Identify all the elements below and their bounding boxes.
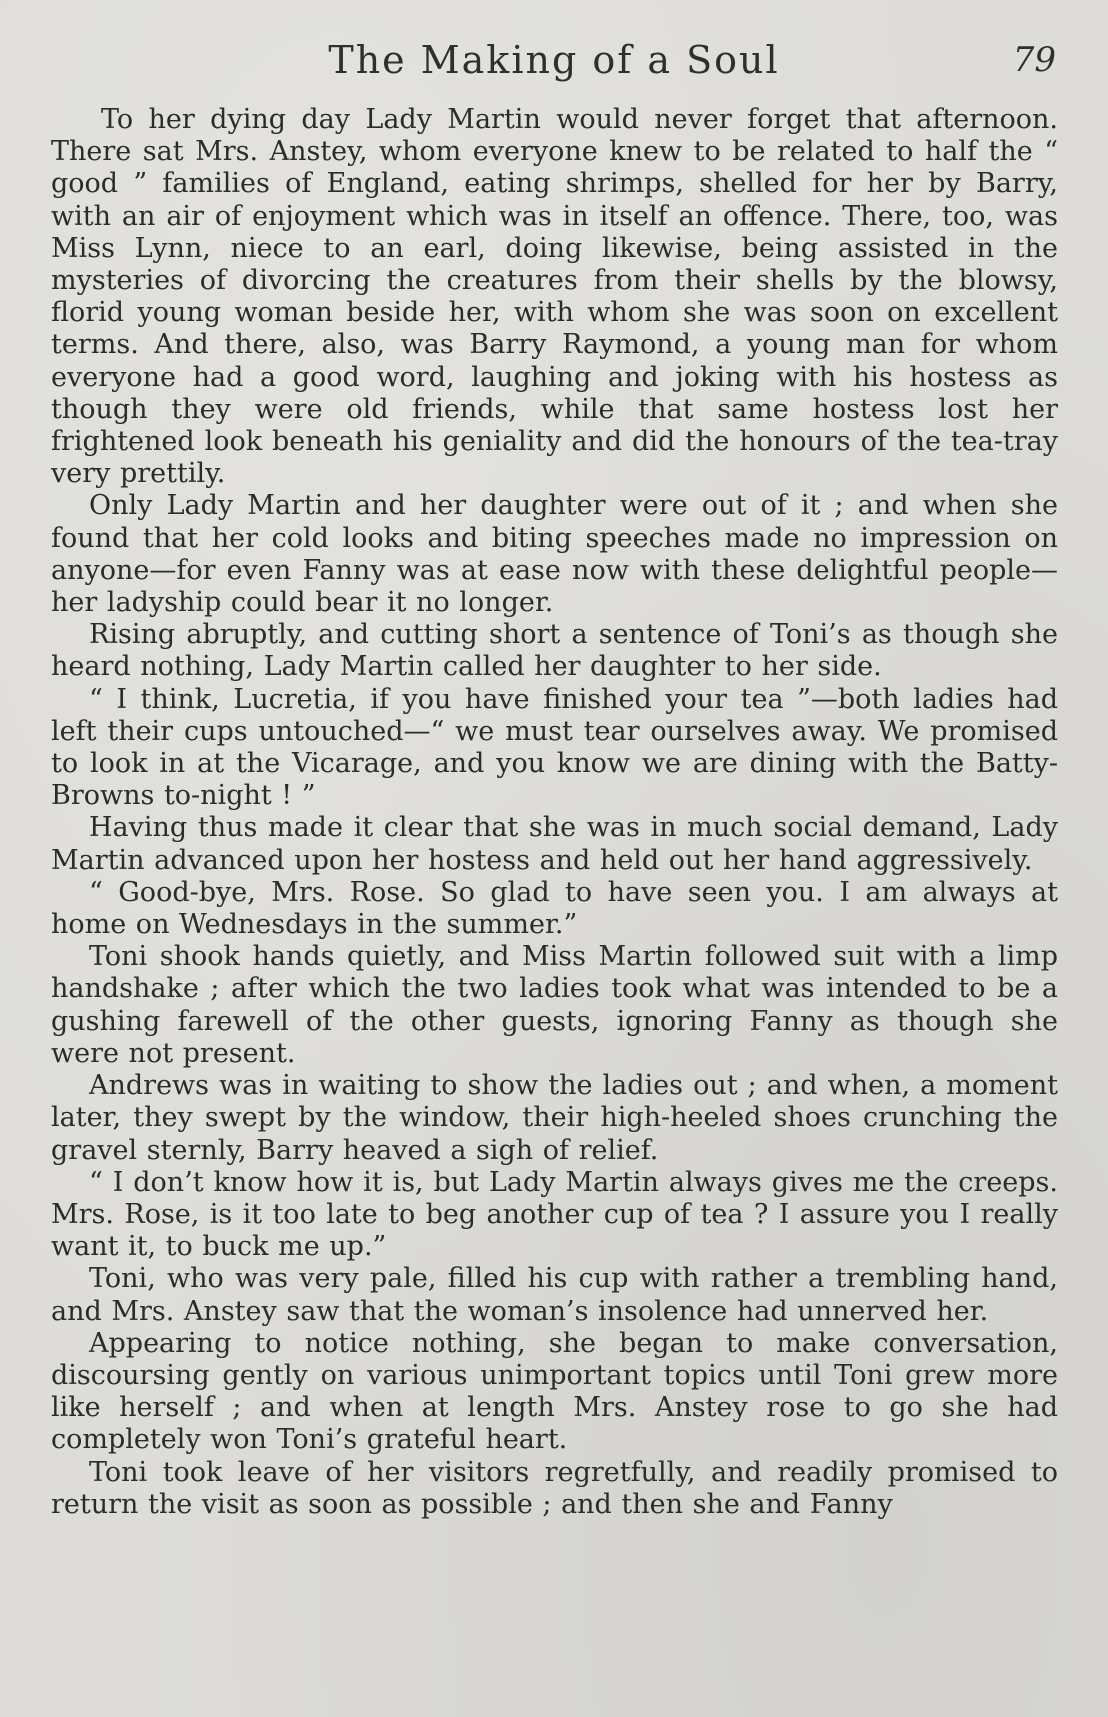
paragraph-10: Toni, who was very pale, filled his cup with rather a trembling hand, and Mrs. Anstey saw that the woman’s insolence had unnerved her. bbox=[51, 1263, 1058, 1327]
paragraph-6: “ Good-bye, Mrs. Rose. So glad to have seen you. I am always at home on Wednesdays in the summer.” bbox=[51, 876, 1058, 941]
paragraph-4: “ I think, Lucretia, if you have finished your tea ”—both ladies had left their cups untouched—“ we must tear ourselves away. We promised to look in at the Vicarage, and you know we are dining with the Batty-Browns to-night ! ” bbox=[51, 683, 1058, 812]
paragraph-7: Toni shook hands quietly, and Miss Martin followed suit with a limp handshake ; after which the two ladies took what was intended to be a gushing farewell of the other guests, ignoring Fanny as though she were not present. bbox=[51, 941, 1058, 1069]
page-header bbox=[52, 38, 1056, 92]
paragraph-2: Only Lady Martin and her daughter were out of it ; and when she found that her cold looks and biting speeches made no impression on anyone—for even Fanny was at ease now with these delightful people—her ladyship could bear it no longer. bbox=[51, 490, 1058, 619]
paragraph-12: Toni took leave of her visitors regretfully, and readily promised to return the visit as soon as possible ; and then she and Fanny bbox=[51, 1456, 1058, 1520]
paragraph-5: Having thus made it clear that she was in much social demand, Lady Martin advanced upon her hostess and held out her hand aggressively. bbox=[51, 812, 1058, 876]
paragraph-11: Appearing to notice nothing, she began to make conversation, discoursing gently on various unimportant topics until Toni grew more like herself ; and when at length Mrs. Anstey rose to go she had completely won Toni’s grateful heart. bbox=[51, 1327, 1058, 1456]
paragraph-1: To her dying day Lady Martin would never forget that afternoon. There sat Mrs. Anstey, whom everyone knew to be related to half the “ good ” families of England, eating shrimps, shelled for her by Barry, with an air of enjoyment which was in itself an offence. There, too, was Miss Lynn, niece to an earl, doing likewise, being assisted in the mysteries of divorcing the creatures from their shells by the blowsy, florid young woman beside her, with whom she was soon on excellent terms. And there, also, was Barry Raymond, a young man for whom everyone had a good word, laughing and joking with his hostess as though they were old friends, while that same hostess lost her frightened look beneath his geniality and did the honours of the tea-tray very prettily. bbox=[51, 104, 1058, 490]
paragraph-9: “ I don’t know how it is, but Lady Martin always gives me the creeps. Mrs. Rose, is it too late to beg another cup of tea ? I assure you I really want it, to buck me up.” bbox=[51, 1166, 1058, 1263]
running-title: The Making of a Soul bbox=[328, 38, 780, 82]
paragraph-8: Andrews was in waiting to show the ladies out ; and when, a moment later, they swept by the window, their high-heeled shoes crunching the gravel sternly, Barry heaved a sigh of relief. bbox=[51, 1070, 1058, 1166]
paragraph-3: Rising abruptly, and cutting short a sentence of Toni’s as though she heard nothing, Lady Martin called her daughter to her side. bbox=[51, 619, 1058, 683]
body-text bbox=[51, 104, 1058, 1521]
page-number: 79 bbox=[1012, 40, 1056, 80]
